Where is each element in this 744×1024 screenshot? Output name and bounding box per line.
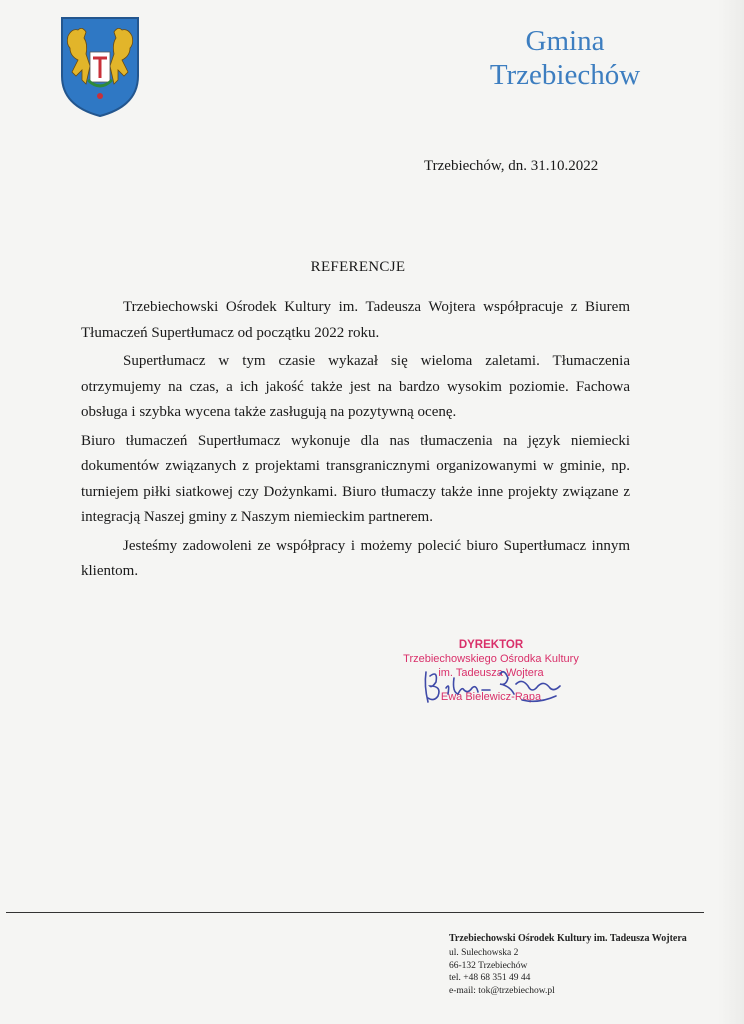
paragraph-3: Biuro tłumaczeń Supertłumacz wykonuje dla nas tłumaczenia na język niemiecki dokumentów związanych z projektami transgranicznymi organizowanymi w gminie, np. turniejem piłki siatkowej czy Dożynkami. Biuro tłumaczy także inne projekty związane z integracją Naszej gminy z Naszym niemieckim partnerem. [81,432,630,525]
coat-of-arms-icon [58,14,142,118]
document-title: REFERENCJE [310,259,406,275]
date-line: Trzebiechów, dn. 31.10.2022 [424,158,599,174]
letter-body [81,295,630,588]
paragraph-4: Jesteśmy zadowoleni ze współpracy i możemy polecić biuro Supertłumacz innym klientom. [81,537,630,579]
stamp-title: DYREKTOR [458,639,524,651]
handwritten-signature-icon [418,664,578,714]
gmina-line1: Gmina [525,25,605,57]
stamp-line-2: im. Tadeusza Wojtera [438,667,544,679]
stamp-line-3: Ewa Bielewicz-Rapa [440,691,542,703]
footer-org: Trzebiechowski Ośrodek Kultury im. Tadeusza Wojtera [449,933,687,944]
stamp-line-1: Trzebiechowskiego Ośrodka Kultury [403,653,579,665]
footer-phone: tel. +48 68 351 49 44 [449,973,531,984]
footer-street: ul. Sulechowska 2 [449,947,519,958]
footer-divider [6,912,704,913]
gmina-line2: Trzebiechów [489,59,641,91]
footer-city: 66-132 Trzebiechów [449,960,528,971]
footer-address [449,933,687,998]
paragraph-1: Trzebiechowski Ośrodek Kultury im. Tadeusza Wojtera współpracuje z Biurem Tłumaczeń Supertłumacz od początku 2022 roku. [81,299,630,341]
footer-email: e-mail: tok@trzebiechow.pl [449,986,555,997]
paragraph-2: Supertłumacz w tym czasie wykazał się wieloma zaletami. Tłumaczenia otrzymujemy na czas, a ich jakość także jest na bardzo wysokim poziomie. Fachowa obsługa i szybka wycena także zasługują na pozytywną ocenę. [81,353,630,420]
scan-edge [718,0,744,1024]
gmina-title [470,24,660,92]
